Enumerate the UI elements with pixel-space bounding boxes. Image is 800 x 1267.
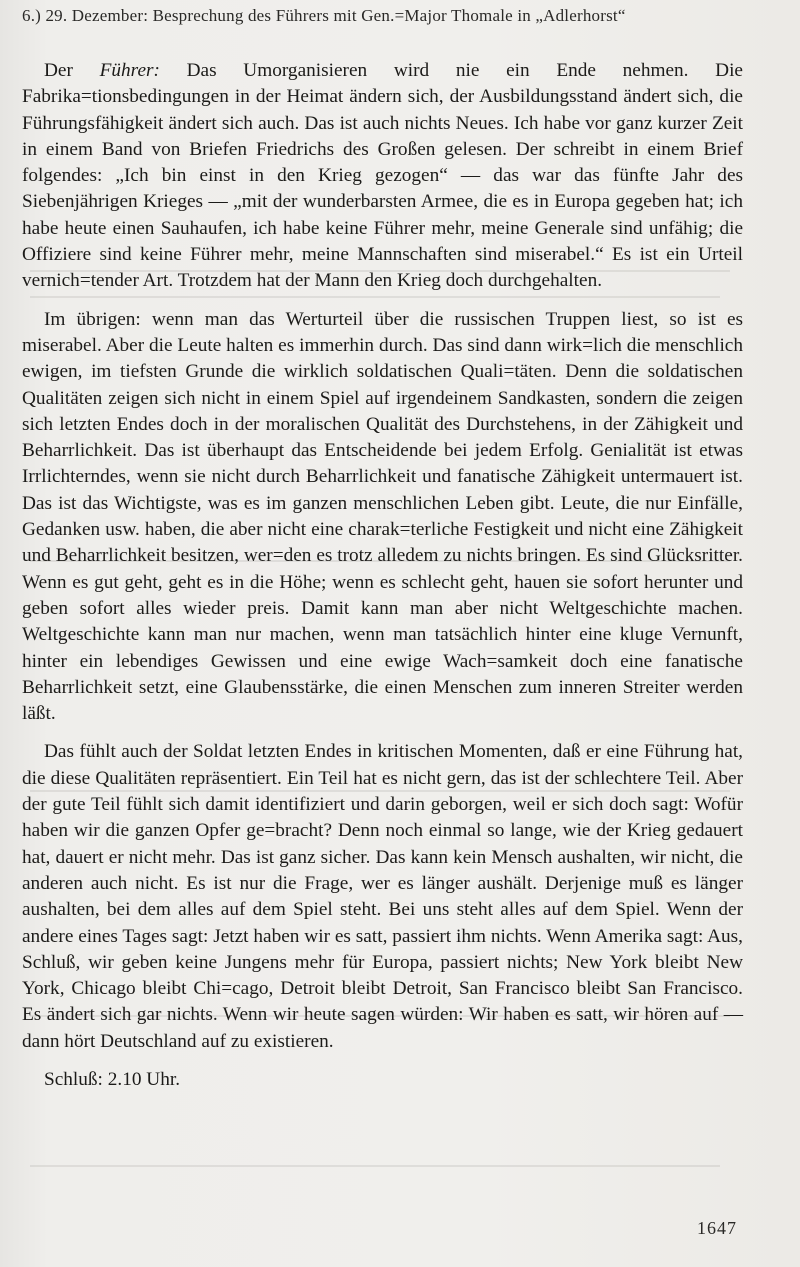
- page-number: 1647: [697, 1218, 737, 1238]
- body-text: [22, 58, 743, 1105]
- closing-line: Schluß: 2.10 Uhr.: [44, 1068, 181, 1090]
- paragraph-2: Im übrigen: wenn man das Werturteil über die russischen Truppen liest, so ist es miserabel. Aber die Leute halten es immerhin durch. Das sind dann wirk=lich die menschlich ewigen, im tiefsten Grunde die wirklich soldatischen Quali=täten. Denn die soldatischen Qualitäten zeigen sich nicht in einem Spiel auf irgendeinem Sandkasten, sondern die zeigen sich letzten Endes doch in der moralischen Qualität des Durchstehens, in der Zähigkeit und Beharrlichkeit. Das ist überhaupt das Entscheidende bei jedem Erfolg. Genialität ist etwas Irrlichterndes, wenn sie nicht durch Beharrlichkeit und fanatische Zähigkeit untermauert ist. Das ist das Wichtigste, was es im ganzen menschlichen Leben gibt. Leute, die nur Einfälle, Gedanken usw. haben, die aber nicht eine charak=terliche Festigkeit und nicht eine Zähigkeit und Beharrlichkeit besitzen, wer=den es trotz alledem zu nichts bringen. Es sind Glücksritter. Wenn es gut geht, geht es in die Höhe; wenn es schlecht geht, hauen sie sofort herunter und geben sofort alles wieder preis. Damit kann man aber nicht Weltgeschichte machen. Weltgeschichte kann man nur machen, wenn man tatsächlich hinter eine kluge Vernunft, hinter ein lebendiges Gewissen und eine ewige Wach=samkeit doch eine fanatische Beharrlichkeit setzt, eine Glaubensstärke, die einen Menschen zum inneren Streiter werden läßt.: [22, 308, 743, 725]
- speaker-label: Führer:: [99, 60, 160, 81]
- paragraph-1-text: Das Umorganisieren wird nie ein Ende nehmen. Die Fabrika=tionsbedingungen in der Heimat ändern sich, der Ausbildungsstand ändert sich, die Führungsfähigkeit ändert sich auch. Das ist auch nichts Neues. Ich habe vor ganz kurzer Zeit in einem Band von Briefen Friedrichs des Großen gelesen. Der schreibt in einem Brief folgendes: „Ich bin einst in den Krieg gezogen“ — das war das fünfte Jahr des Siebenjährigen Krieges — „mit der wunderbarsten Armee, die es in Europa gegeben hat; ich habe heute einen Sauhaufen, ich habe keine Führer mehr, meine Generale sind unfähig; die Offiziere sind keine Führer mehr, meine Mannschaften sind miserabel.“ Es ist ein Urteil vernich=tender Art. Trotzdem hat der Mann den Krieg doch durchgehalten.: [22, 60, 743, 292]
- running-head: 6.) 29. Dezember: Besprechung des Führers mit Gen.=Major Thomale in „Adlerhorst“: [22, 6, 626, 25]
- paragraph-1: [22, 58, 743, 295]
- paragraph-3: Das fühlt auch der Soldat letzten Endes in kritischen Momenten, daß er eine Führung hat, die diese Qualitäten repräsentiert. Ein Teil hat es nicht gern, das ist der schlechtere Teil. Aber der gute Teil fühlt sich damit identifiziert und darin geborgen, weil er sich doch sagt: Wofür haben wir die ganzen Opfer ge=bracht? Denn noch einmal so lange, wie der Krieg gedauert hat, dauert er nicht mehr. Das ist ganz sicher. Das kann kein Mensch aushalten, wir nicht, die anderen auch nicht. Es ist nur die Frage, wer es länger aushält. Derjenige muß es länger aushalten, bei dem alles auf dem Spiel steht. Bei uns steht alles auf dem Spiel. Wenn der andere eines Tages sagt: Jetzt haben wir es satt, passiert ihm nichts. Wenn Amerika sagt: Aus, Schluß, wir geben keine Jungens mehr für Europa, passiert nichts; New York bleibt New York, Chicago bleibt Chi=cago, Detroit bleibt Detroit, San Francisco bleibt San Francisco. Es ändert sich gar nichts. Wenn wir heute sagen würden: Wir haben es satt, wir hören auf — dann hört Deutschland auf zu existieren.: [22, 741, 743, 1052]
- paragraph-1-lead: Der: [44, 60, 73, 81]
